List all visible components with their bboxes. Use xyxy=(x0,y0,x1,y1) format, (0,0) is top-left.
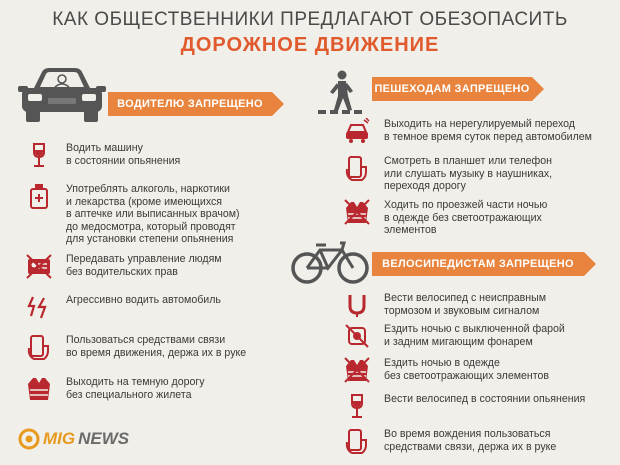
pedestrian-item-text: Выходить на нерегулируемый переход в темное время суток перед автомобилем xyxy=(384,118,592,143)
cyclist-item-text: Вести велосипед в состоянии опьянения xyxy=(384,393,586,405)
logo-mig: MIG xyxy=(43,429,76,448)
driver-item-text: Употреблять алкоголь, наркотики и лекарства (кроме имеющихся в аптечке или выписанных врачом) до медосмотра, который проводят для установки степени опьянения xyxy=(66,183,240,245)
pedestrian-item-text: Ходить по проезжей части ночью в одежде без светоотражающих элементов xyxy=(384,199,548,236)
logo xyxy=(18,428,129,450)
wine-glass-icon xyxy=(26,142,52,168)
cyclists-banner: ВЕЛОСИПЕДИСТАМ ЗАПРЕЩЕНО xyxy=(372,252,584,276)
cyclist-item-text: Вести велосипед с неисправным тормозом и звуковым сигналом xyxy=(384,292,547,317)
cyclist-item-text: Во время вождения пользоваться средствами связи, держа их в руке xyxy=(384,428,557,453)
driver-item-text: Выходить на темную дорогу без специального жилета xyxy=(66,376,205,401)
bottle-icon xyxy=(26,183,52,209)
phone-hand-icon xyxy=(344,155,370,181)
logo-mark-icon xyxy=(18,428,40,450)
pedestrian-item-text: Смотреть в планшет или телефон или слушать музыку в наушниках, переходя дорогу xyxy=(384,155,553,192)
phone-hand-icon xyxy=(344,428,370,454)
pedestrians-banner: ПЕШЕХОДАМ ЗАПРЕЩЕНО xyxy=(372,77,532,101)
brake-icon xyxy=(344,292,370,318)
bicycle-icon xyxy=(290,240,370,286)
lightning-icon xyxy=(26,294,52,320)
driver-item-text: Передавать управление людям без водительских прав xyxy=(66,253,222,278)
page-subtitle: ДОРОЖНОЕ ДВИЖЕНИЕ xyxy=(180,34,440,56)
pedestrian-icon xyxy=(318,70,362,116)
vest-crossed-icon xyxy=(344,357,370,383)
car-front-icon xyxy=(16,66,108,124)
license-crossed-icon xyxy=(26,253,52,279)
drivers-banner: ВОДИТЕЛЮ ЗАПРЕЩЕНО xyxy=(108,92,272,116)
phone-hand-icon xyxy=(26,334,52,360)
cyclist-item-text: Ездить ночью в одежде без светоотражающих элементов xyxy=(384,357,549,382)
light-crossed-icon xyxy=(344,323,370,349)
cyclist-item-text: Ездить ночью с выключенной фарой и задним мигающим фонарем xyxy=(384,323,565,348)
vest-icon xyxy=(26,376,52,402)
driver-item-text: Водить машину в состоянии опьянения xyxy=(66,142,181,167)
driver-item-text: Пользоваться средствами связи во время движения, держа их в руке xyxy=(66,334,247,359)
page-title: КАК ОБЩЕСТВЕННИКИ ПРЕДЛАГАЮТ ОБЕЗОПАСИТЬ xyxy=(52,9,568,30)
wine-glass-icon xyxy=(344,393,370,419)
logo-news: NEWS xyxy=(78,429,130,448)
vest-crossed-icon xyxy=(344,199,370,225)
car-night-icon xyxy=(344,118,370,144)
driver-item-text: Агрессивно водить автомобиль xyxy=(66,294,221,306)
